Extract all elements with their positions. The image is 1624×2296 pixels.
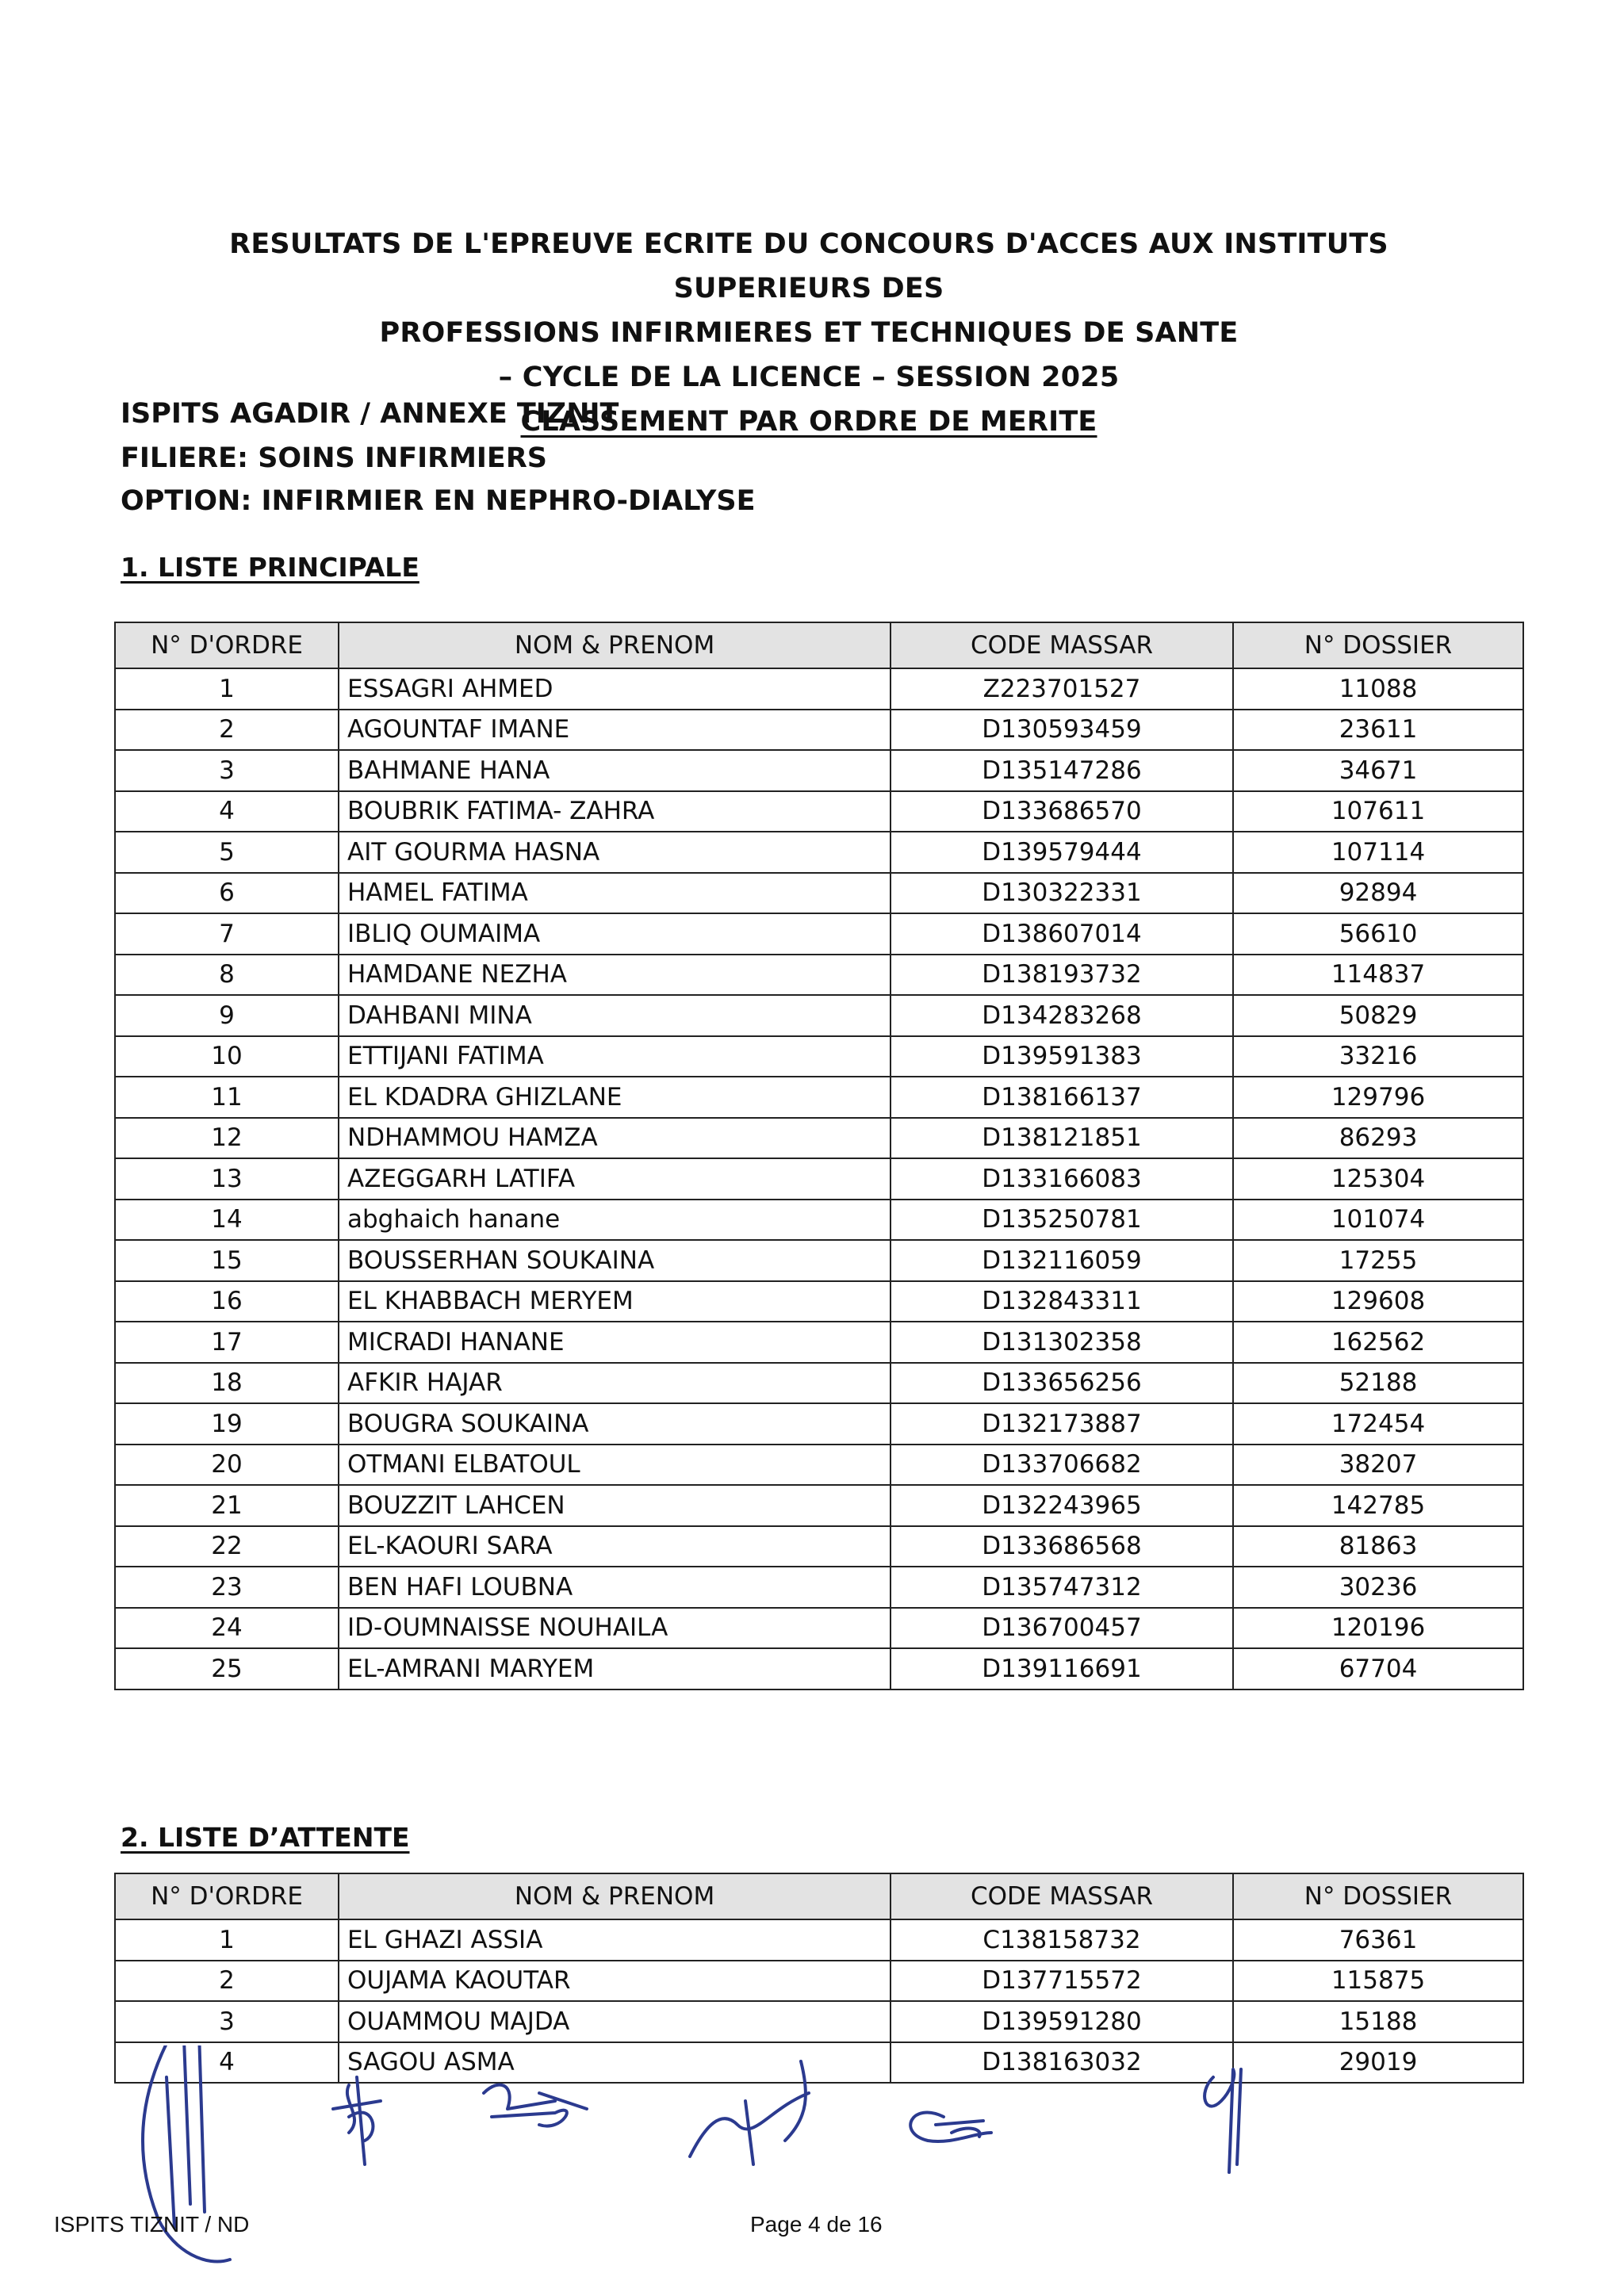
cell-dossier: 162562 (1233, 1322, 1523, 1363)
table-row (115, 1118, 1523, 1159)
cell-dossier: 17255 (1233, 1240, 1523, 1281)
cell-ordre: 18 (115, 1363, 339, 1404)
cell-nom-prenom: AFKIR HAJAR (339, 1363, 891, 1404)
cell-nom-prenom: MICRADI HANANE (339, 1322, 891, 1363)
table-row (115, 1363, 1523, 1404)
option-label: OPTION: INFIRMIER EN NEPHRO-DIALYSE (121, 485, 756, 517)
cell-nom-prenom: SAGOU ASMA (339, 2042, 891, 2084)
cell-code-massar: D138166137 (891, 1077, 1233, 1118)
cell-dossier: 15188 (1233, 2001, 1523, 2042)
cell-ordre: 23 (115, 1567, 339, 1608)
cell-nom-prenom: BOUZZIT LAHCEN (339, 1485, 891, 1526)
cell-nom-prenom: HAMEL FATIMA (339, 873, 891, 914)
table-row (115, 1240, 1523, 1281)
cell-code-massar: D132173887 (891, 1403, 1233, 1445)
cell-ordre: 19 (115, 1403, 339, 1445)
table-row (115, 1608, 1523, 1649)
cell-code-massar: D136700457 (891, 1608, 1233, 1649)
cell-nom-prenom: HAMDANE NEZHA (339, 955, 891, 996)
cell-nom-prenom: EL KHABBACH MERYEM (339, 1281, 891, 1322)
cell-dossier: 34671 (1233, 750, 1523, 791)
table-row (115, 1036, 1523, 1077)
table-row (115, 995, 1523, 1036)
cell-ordre: 24 (115, 1608, 339, 1649)
cell-code-massar: D133686570 (891, 791, 1233, 832)
column-header-nom: NOM & PRENOM (339, 622, 891, 668)
cell-dossier: 101074 (1233, 1200, 1523, 1241)
cell-dossier: 52188 (1233, 1363, 1523, 1404)
cell-code-massar: D139591383 (891, 1036, 1233, 1077)
cell-dossier: 33216 (1233, 1036, 1523, 1077)
cell-ordre: 1 (115, 668, 339, 710)
table-row (115, 832, 1523, 873)
cell-ordre: 6 (115, 873, 339, 914)
signature-5 (910, 2112, 991, 2141)
table-row (115, 710, 1523, 751)
table-row (115, 791, 1523, 832)
footer-institute: ISPITS TIZNIT / ND (54, 2212, 250, 2237)
table-row (115, 1648, 1523, 1689)
cell-ordre: 3 (115, 750, 339, 791)
column-header-ordre: N° D'ORDRE (115, 622, 339, 668)
table-row (115, 955, 1523, 996)
cell-code-massar: D135747312 (891, 1567, 1233, 1608)
cell-dossier: 114837 (1233, 955, 1523, 996)
cell-ordre: 16 (115, 1281, 339, 1322)
cell-code-massar: D132243965 (891, 1485, 1233, 1526)
cell-nom-prenom: DAHBANI MINA (339, 995, 891, 1036)
cell-nom-prenom: ESSAGRI AHMED (339, 668, 891, 710)
cell-code-massar: D132843311 (891, 1281, 1233, 1322)
cell-ordre: 7 (115, 913, 339, 955)
table-header-row (115, 1873, 1523, 1919)
cell-nom-prenom: AGOUNTAF IMANE (339, 710, 891, 751)
cell-dossier: 172454 (1233, 1403, 1523, 1445)
table-row (115, 1077, 1523, 1118)
cell-code-massar: D134283268 (891, 995, 1233, 1036)
cell-ordre: 2 (115, 1961, 339, 2002)
cell-ordre: 22 (115, 1526, 339, 1567)
cell-dossier: 30236 (1233, 1567, 1523, 1608)
cell-nom-prenom: OTMANI ELBATOUL (339, 1445, 891, 1486)
cell-code-massar: D135147286 (891, 750, 1233, 791)
cell-dossier: 92894 (1233, 873, 1523, 914)
cell-nom-prenom: abghaich hanane (339, 1200, 891, 1241)
cell-nom-prenom: OUAMMOU MAJDA (339, 2001, 891, 2042)
cell-ordre: 25 (115, 1648, 339, 1689)
cell-ordre: 5 (115, 832, 339, 873)
cell-dossier: 29019 (1233, 2042, 1523, 2084)
cell-ordre: 4 (115, 2042, 339, 2084)
cell-code-massar: C138158732 (891, 1919, 1233, 1961)
liste-principale-table (114, 622, 1524, 1690)
table-row (115, 1919, 1523, 1961)
signature-3 (484, 2085, 587, 2126)
cell-code-massar: D138607014 (891, 913, 1233, 955)
cell-ordre: 3 (115, 2001, 339, 2042)
cell-nom-prenom: IBLIQ OUMAIMA (339, 913, 891, 955)
cell-ordre: 1 (115, 1919, 339, 1961)
table-row (115, 1200, 1523, 1241)
cell-code-massar: D139579444 (891, 832, 1233, 873)
cell-ordre: 13 (115, 1158, 339, 1200)
cell-ordre: 14 (115, 1200, 339, 1241)
cell-code-massar: D135250781 (891, 1200, 1233, 1241)
cell-nom-prenom: EL GHAZI ASSIA (339, 1919, 891, 1961)
cell-code-massar: D138163032 (891, 2042, 1233, 2084)
cell-code-massar: D133686568 (891, 1526, 1233, 1567)
cell-code-massar: D139591280 (891, 2001, 1233, 2042)
page-number: Page 4 de 16 (750, 2212, 883, 2237)
signature-4 (690, 2061, 809, 2164)
cell-code-massar: D133706682 (891, 1445, 1233, 1486)
cell-code-massar: D138193732 (891, 955, 1233, 996)
cell-nom-prenom: BOUGRA SOUKAINA (339, 1403, 891, 1445)
cell-dossier: 120196 (1233, 1608, 1523, 1649)
table-row (115, 2001, 1523, 2042)
institute-label: ISPITS AGADIR / ANNEXE TIZNIT (121, 398, 619, 430)
cell-nom-prenom: EL-KAOURI SARA (339, 1526, 891, 1567)
table-row (115, 1526, 1523, 1567)
cell-dossier: 23611 (1233, 710, 1523, 751)
cell-ordre: 12 (115, 1118, 339, 1159)
column-header-code-massar: CODE MASSAR (891, 622, 1233, 668)
cell-ordre: 2 (115, 710, 339, 751)
cell-dossier: 142785 (1233, 1485, 1523, 1526)
table-row (115, 1322, 1523, 1363)
table-row (115, 668, 1523, 710)
table-row (115, 1281, 1523, 1322)
cell-nom-prenom: BOUSSERHAN SOUKAINA (339, 1240, 891, 1281)
cell-dossier: 50829 (1233, 995, 1523, 1036)
handwritten-signatures (111, 2045, 1380, 2283)
signature-6 (1205, 2069, 1241, 2172)
cell-ordre: 8 (115, 955, 339, 996)
cell-dossier: 76361 (1233, 1919, 1523, 1961)
cell-ordre: 9 (115, 995, 339, 1036)
cell-nom-prenom: EL KDADRA GHIZLANE (339, 1077, 891, 1118)
table-row (115, 1567, 1523, 1608)
cell-ordre: 10 (115, 1036, 339, 1077)
title-line-4: CLASSEMENT PAR ORDRE DE MERITE (520, 406, 1097, 438)
filiere-label: FILIERE: SOINS INFIRMIERS (121, 442, 547, 474)
cell-dossier: 129796 (1233, 1077, 1523, 1118)
table-row (115, 1961, 1523, 2002)
cell-nom-prenom: AZEGGARH LATIFA (339, 1158, 891, 1200)
cell-dossier: 115875 (1233, 1961, 1523, 2002)
cell-nom-prenom: BOUBRIK FATIMA- ZAHRA (339, 791, 891, 832)
cell-code-massar: D133166083 (891, 1158, 1233, 1200)
cell-ordre: 21 (115, 1485, 339, 1526)
liste-principale-title: 1. LISTE PRINCIPALE (121, 552, 419, 583)
table-row (115, 913, 1523, 955)
cell-dossier: 67704 (1233, 1648, 1523, 1689)
table-row (115, 750, 1523, 791)
cell-code-massar: Z223701527 (891, 668, 1233, 710)
cell-nom-prenom: OUJAMA KAOUTAR (339, 1961, 891, 2002)
liste-attente-title: 2. LISTE D’ATTENTE (121, 1822, 410, 1853)
cell-ordre: 20 (115, 1445, 339, 1486)
cell-dossier: 107611 (1233, 791, 1523, 832)
column-header-ordre: N° D'ORDRE (115, 1873, 339, 1919)
title-line-3: – CYCLE DE LA LICENCE – SESSION 2025 (498, 362, 1120, 393)
cell-dossier: 81863 (1233, 1526, 1523, 1567)
table-row (115, 1445, 1523, 1486)
table-row (115, 1158, 1523, 1200)
signature-2 (333, 2077, 381, 2164)
table-row (115, 1403, 1523, 1445)
cell-nom-prenom: EL-AMRANI MARYEM (339, 1648, 891, 1689)
table-row (115, 1485, 1523, 1526)
table-header-row (115, 622, 1523, 668)
cell-dossier: 129608 (1233, 1281, 1523, 1322)
column-header-dossier: N° DOSSIER (1233, 622, 1523, 668)
cell-nom-prenom: BEN HAFI LOUBNA (339, 1567, 891, 1608)
column-header-nom: NOM & PRENOM (339, 1873, 891, 1919)
cell-code-massar: D138121851 (891, 1118, 1233, 1159)
cell-nom-prenom: ID-OUMNAISSE NOUHAILA (339, 1608, 891, 1649)
cell-ordre: 11 (115, 1077, 339, 1118)
cell-ordre: 4 (115, 791, 339, 832)
column-header-dossier: N° DOSSIER (1233, 1873, 1523, 1919)
cell-nom-prenom: AIT GOURMA HASNA (339, 832, 891, 873)
cell-dossier: 107114 (1233, 832, 1523, 873)
cell-nom-prenom: NDHAMMOU HAMZA (339, 1118, 891, 1159)
title-line-1: RESULTATS DE L'EPREUVE ECRITE DU CONCOURS D'ACCES AUX INSTITUTS SUPERIEURS DES (229, 228, 1388, 304)
cell-nom-prenom: BAHMANE HANA (339, 750, 891, 791)
cell-code-massar: D130593459 (891, 710, 1233, 751)
title-line-2: PROFESSIONS INFIRMIERES ET TECHNIQUES DE SANTE (379, 317, 1239, 349)
cell-dossier: 86293 (1233, 1118, 1523, 1159)
cell-dossier: 125304 (1233, 1158, 1523, 1200)
cell-code-massar: D131302358 (891, 1322, 1233, 1363)
cell-code-massar: D132116059 (891, 1240, 1233, 1281)
cell-dossier: 56610 (1233, 913, 1523, 955)
cell-code-massar: D130322331 (891, 873, 1233, 914)
cell-code-massar: D139116691 (891, 1648, 1233, 1689)
cell-nom-prenom: ETTIJANI FATIMA (339, 1036, 891, 1077)
cell-dossier: 38207 (1233, 1445, 1523, 1486)
table-row (115, 873, 1523, 914)
cell-code-massar: D137715572 (891, 1961, 1233, 2002)
column-header-code-massar: CODE MASSAR (891, 1873, 1233, 1919)
cell-code-massar: D133656256 (891, 1363, 1233, 1404)
cell-ordre: 15 (115, 1240, 339, 1281)
cell-ordre: 17 (115, 1322, 339, 1363)
cell-dossier: 11088 (1233, 668, 1523, 710)
